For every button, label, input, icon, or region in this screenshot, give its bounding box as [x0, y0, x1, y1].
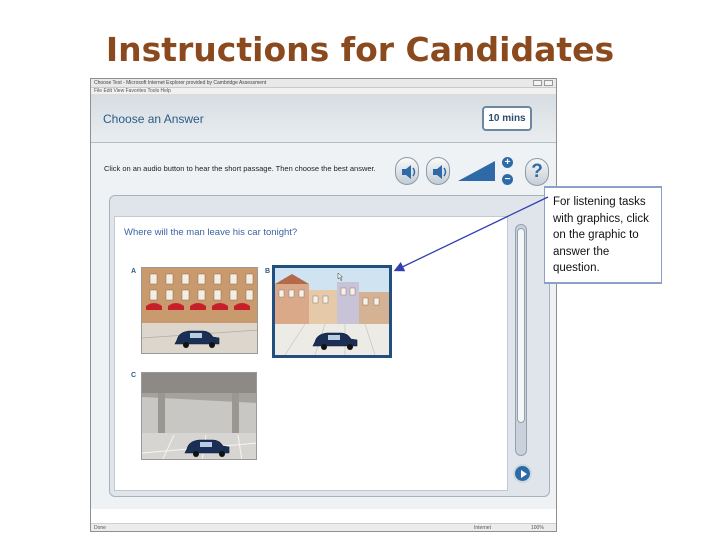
scroll-thumb[interactable]	[517, 228, 525, 423]
window-title: Choose Test - Microsoft Internet Explorer provided by Cambridge Assessment	[94, 80, 267, 86]
callout-text: For listening tasks with graphics, click on the graphic to answer the question.	[553, 196, 649, 274]
help-button[interactable]: ?	[525, 158, 549, 186]
car-park-image	[142, 373, 257, 460]
slide-title: Instructions for Candidates	[105, 30, 615, 69]
screen-title: Choose an Answer	[103, 112, 204, 126]
browser-statusbar	[91, 523, 556, 532]
vertical-scrollbar[interactable]	[515, 224, 527, 456]
window-menubar	[91, 88, 556, 95]
speaker-icon	[396, 158, 420, 186]
instruction-text: Click on an audio button to hear the short passage. Then choose the best answer.	[104, 164, 376, 173]
instruction-callout	[544, 186, 662, 284]
status-text: Done	[94, 525, 106, 531]
audio-button-1[interactable]	[395, 157, 419, 185]
audio-button-2[interactable]	[426, 157, 450, 185]
next-button[interactable]	[513, 464, 532, 483]
status-zoom[interactable]: 100%	[531, 525, 544, 531]
browser-window	[90, 78, 557, 532]
close-button[interactable]	[544, 80, 553, 86]
test-app	[91, 95, 556, 509]
option-a-letter: A	[131, 268, 137, 275]
question-panel	[109, 195, 550, 497]
volume-up-button[interactable]: +	[502, 157, 513, 168]
timer-badge: 10 mins	[482, 106, 532, 131]
question-text: Where will the man leave his car tonight?	[124, 227, 298, 238]
option-c-letter: C	[131, 372, 137, 379]
status-zone: Internet	[474, 525, 491, 531]
option-b-picture[interactable]	[272, 265, 392, 358]
app-header	[91, 95, 556, 143]
option-c-picture[interactable]	[141, 372, 257, 460]
menu-items[interactable]: File Edit View Favorites Tools Help	[94, 88, 171, 94]
speaker-icon	[427, 158, 451, 186]
window-titlebar	[91, 79, 556, 88]
volume-down-button[interactable]: −	[502, 174, 513, 185]
street-car-image	[142, 268, 258, 354]
option-b-letter: B	[265, 268, 271, 275]
square-car-image	[275, 268, 389, 355]
option-a-picture[interactable]	[141, 267, 258, 354]
minimize-button[interactable]	[533, 80, 542, 86]
question-card	[114, 216, 508, 491]
volume-ramp-icon	[458, 161, 495, 181]
